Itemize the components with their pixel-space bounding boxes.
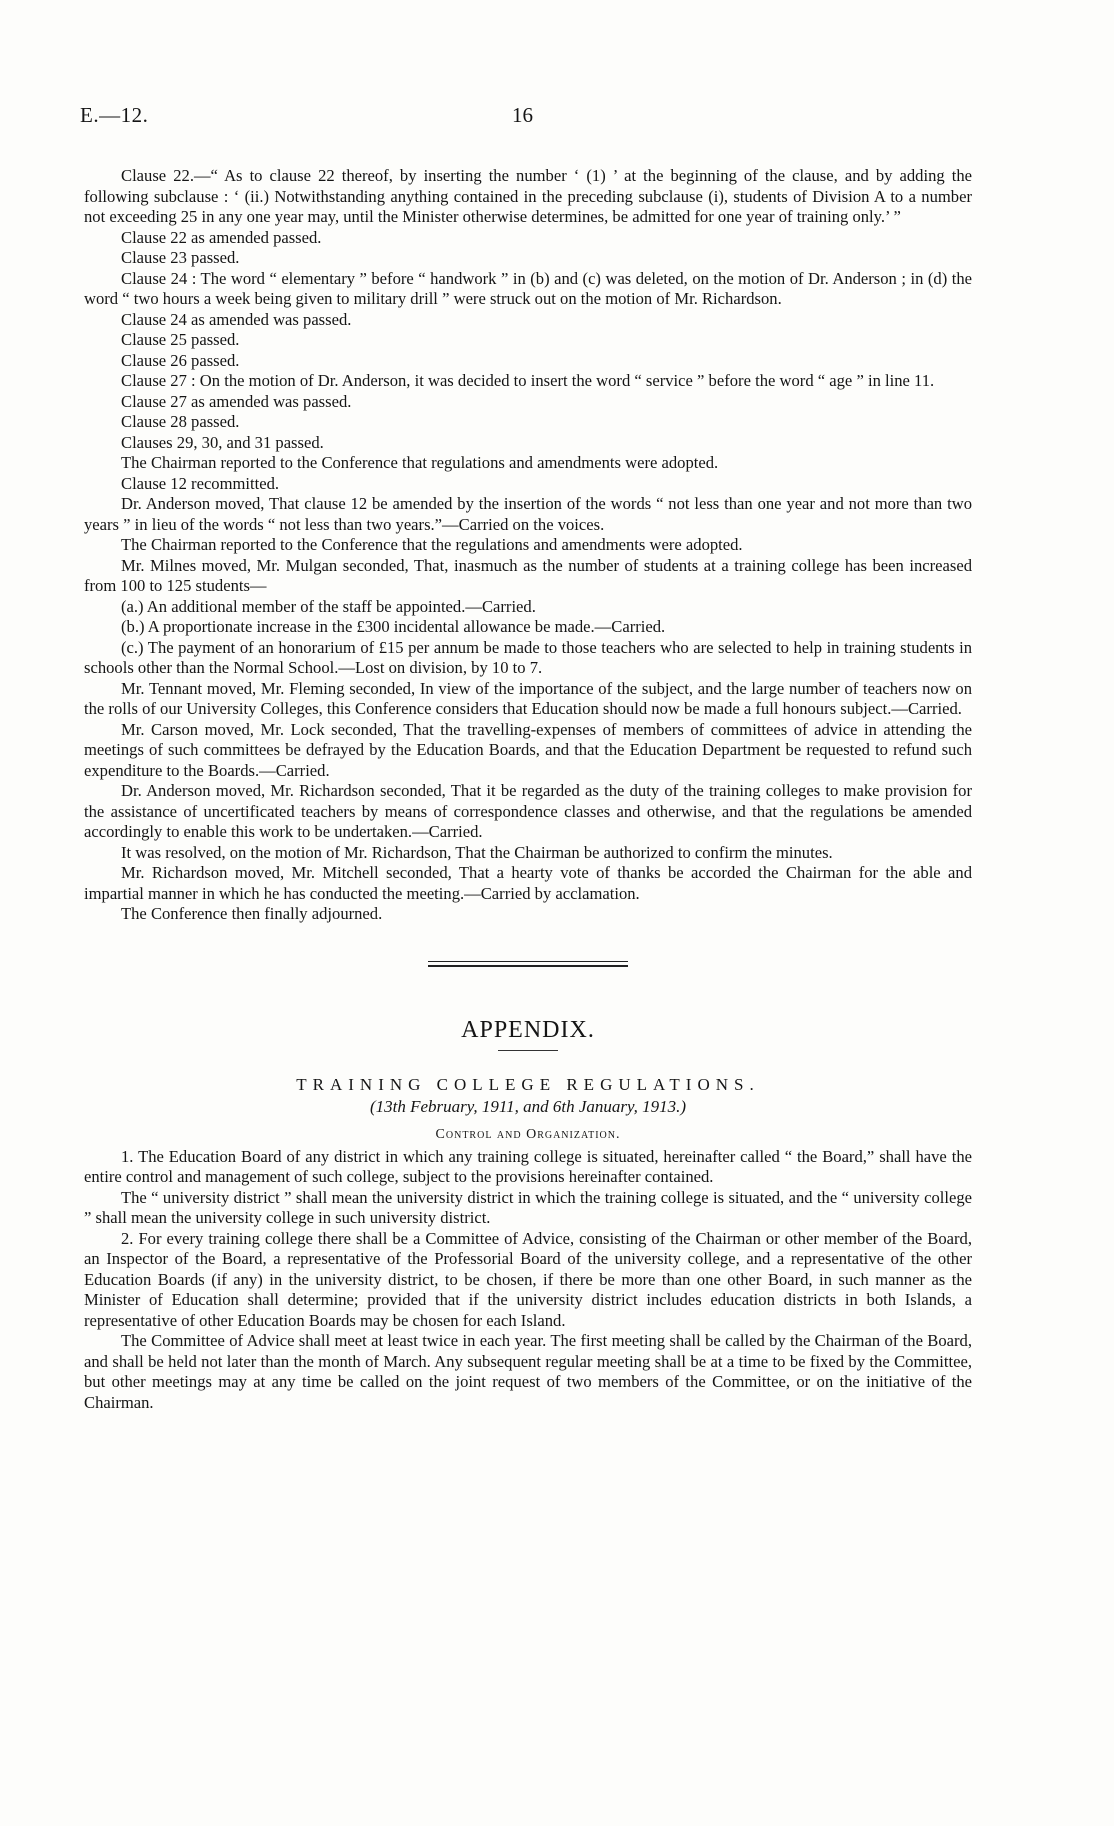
regulation-paragraph: 2. For every training college there shall be a Committee of Advice, consisting of the Chairman or other member of the Board, an Inspector of the Board, a representative of the Professorial Board of the university college, and a representative of the other Education Boards (if any) in the university district, to be chosen, if there be more than one other Board, in such manner as the Minister of Education shall determine; provided that if the university district includes education districts in both Islands, a representative of other Education Boards may be chosen for each Island.: [84, 1228, 972, 1330]
minutes-paragraph: Clause 22.—“ As to clause 22 thereof, by inserting the number ‘ (1) ’ at the beginning of the clause, and by adding the following subclause : ‘ (ii.) Notwithstanding anything contained in the preceding subclause (i), students of Division A to a number not exceeding 25 in any one year may, until the Minister otherwise determines, be admitted for one year of training only.’ ”: [84, 166, 972, 226]
title-underline: [498, 1050, 558, 1051]
minutes-paragraph: Dr. Anderson moved, Mr. Richardson seconded, That it be regarded as the duty of the training colleges to make provision for the assistance of uncertificated teachers by means of correspondence classes and otherwise, and that the regulations be amended accordingly to enable this work to be undertaken.—Carried.: [84, 781, 972, 841]
minutes-paragraph: Mr. Milnes moved, Mr. Mulgan seconded, That, inasmuch as the number of students at a training college has been increased from 100 to 125 students—: [84, 555, 972, 595]
minutes-paragraph: Clause 24 as amended was passed.: [121, 309, 352, 329]
page-number: 16: [512, 103, 533, 127]
regulations-heading: TRAINING COLLEGE REGULATIONS.: [296, 1074, 760, 1094]
resolution-item: (a.) An additional member of the staff be appointed.—Carried.: [121, 596, 536, 616]
minutes-paragraph: It was resolved, on the motion of Mr. Richardson, That the Chairman be authorized to confirm the minutes.: [121, 842, 833, 862]
regulation-paragraph: The Committee of Advice shall meet at least twice in each year. The first meeting shall be called by the Chairman of the Board, and shall be held not later than the month of March. Any subsequent regular meeting shall be at a time to be fixed by the Committee, but other meetings may at any time be called on the joint request of two members of the Committee, or on the initiative of the Chairman.: [84, 1331, 972, 1412]
minutes-paragraph: Clause 12 recommitted.: [121, 473, 280, 493]
minutes-paragraph: The Chairman reported to the Conference that the regulations and amendments were adopted.: [121, 535, 743, 554]
minutes-paragraph: The Chairman reported to the Conference that regulations and amendments were adopted.: [121, 453, 719, 472]
section-heading: Control and Organization.: [435, 1126, 621, 1142]
minutes-paragraph: Clause 27 : On the motion of Dr. Anderson, it was decided to insert the word “ service ” before the word “ age ” in line 11.: [121, 371, 935, 390]
appendix-title: APPENDIX.: [461, 1016, 595, 1043]
document-reference: E.—12.: [80, 103, 149, 127]
minutes-paragraph: Clause 23 passed.: [121, 248, 240, 267]
minutes-paragraph: The Conference then finally adjourned.: [121, 904, 383, 923]
resolution-item: (c.) The payment of an honorarium of £15 per annum be made to those teachers who are selected to help in training students in schools other than the Normal School.—Lost on division, by 10 to 7.: [84, 637, 972, 677]
minutes-paragraph: Clause 22 as amended passed.: [121, 227, 322, 247]
minutes-paragraph: Clause 27 as amended was passed.: [121, 391, 352, 411]
minutes-paragraph: Clause 28 passed.: [121, 412, 240, 431]
regulations-dates: (13th February, 1911, and 6th January, 1913.): [369, 1096, 687, 1116]
minutes-paragraph: Clause 24 : The word “ elementary ” before “ handwork ” in (b) and (c) was deleted, on the motion of Dr. Anderson ; in (d) the word “ two hours a week being given to military drill ” were struck out on the motion of Mr. Richardson.: [84, 268, 972, 308]
minutes-paragraph: Clause 26 passed.: [121, 350, 240, 370]
regulation-paragraph: The “ university district ” shall mean the university district in which the training college is situated, and the “ university college ” shall mean the university college in such university district.: [84, 1187, 972, 1228]
regulation-paragraph: 1. The Education Board of any district in which any training college is situated, hereinafter called “ the Board,” shall have the entire control and management of such college, subject to the provisions hereinafter contained.: [84, 1146, 972, 1187]
minutes-paragraph: Mr. Carson moved, Mr. Lock seconded, That the travelling-expenses of members of committees of advice in attending the meetings of such committees be defrayed by the Education Boards, and that the Education Department be requested to refund such expenditure to the Boards.—Carried.: [84, 719, 972, 780]
minutes-paragraph: Mr. Tennant moved, Mr. Fleming seconded, In view of the importance of the subject, and the large number of teachers now on the rolls of our University Colleges, this Conference considers that Education should now be made a full honours subject.—Carried.: [84, 678, 972, 718]
minutes-paragraph: Clause 25 passed.: [121, 330, 240, 349]
document-body: [84, 166, 972, 1413]
minutes-paragraph: Clauses 29, 30, and 31 passed.: [121, 432, 324, 452]
resolution-item: (b.) A proportionate increase in the £300 incidental allowance be made.—Carried.: [121, 617, 666, 636]
minutes-paragraph: Mr. Richardson moved, Mr. Mitchell seconded, That a hearty vote of thanks be accorded the Chairman for the able and impartial manner in which he has conducted the meeting.—Carried by acclamation.: [84, 863, 972, 903]
section-divider: [428, 961, 628, 967]
page-header: [80, 103, 980, 133]
minutes-paragraph: Dr. Anderson moved, That clause 12 be amended by the insertion of the words “ not less than one year and not more than two years ” in lieu of the words “ not less than two years.”—Carried on the voices.: [84, 494, 972, 534]
